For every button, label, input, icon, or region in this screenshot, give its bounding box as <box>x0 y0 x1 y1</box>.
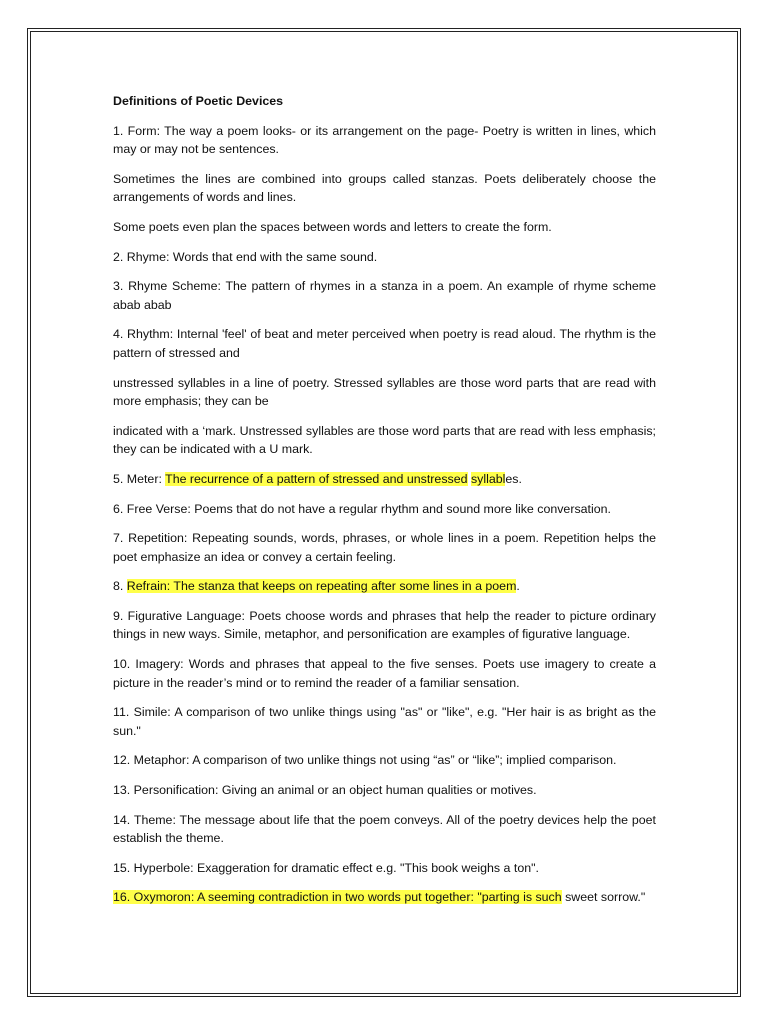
refrain-end: . <box>516 579 520 594</box>
paragraph-metaphor: 12. Metaphor: A comparison of two unlike things not using “as” or “like”; implied comparison. <box>113 753 617 768</box>
refrain-highlight: Refrain: The stanza that keeps on repeating after some lines in a poem <box>126 579 517 594</box>
oxymoron-highlight: 16. Oxymoron: A seeming contradiction in two words put together: "parting is such <box>113 890 562 905</box>
paragraph-spaces: Some poets even plan the spaces between words and letters to create the form. <box>113 219 552 234</box>
paragraph-meter <box>113 470 656 489</box>
paragraph-imagery: 10. Imagery: Words and phrases that appeal to the five senses. Poets use imagery to create a picture in the reader’s mind or to remind the reader of a familiar sensation. <box>113 657 656 690</box>
paragraph-rhythm: 4. Rhythm: Internal 'feel' of beat and meter perceived when poetry is read aloud. The rhythm is the pattern of stressed and <box>113 327 656 360</box>
paragraph-form: 1. Form: The way a poem looks- or its arrangement on the page- Poetry is written in lines, which may or may not be sentences. <box>113 123 656 157</box>
paragraph-repetition: 7. Repetition: Repeating sounds, words, phrases, or whole lines in a poem. Repetition helps the poet emphasize an idea or convey a certain feeling. <box>113 531 656 564</box>
paragraph-theme: 14. Theme: The message about life that the poem conveys. All of the poetry devices help the poet establish the theme. <box>113 812 656 846</box>
document-body <box>113 92 656 918</box>
paragraph-figurative-language: 9. Figurative Language: Poets choose words and phrases that help the reader to picture ordinary things in new ways. Simile, metaphor, and personification are examples of figurative language. <box>113 608 656 642</box>
meter-end: es. <box>505 471 522 486</box>
paragraph-unstressed: indicated with a ‘mark. Unstressed syllables are those word parts that are read with less emphasis; they can be indicated with a U mark. <box>113 423 656 457</box>
paragraph-hyperbole: 15. Hyperbole: Exaggeration for dramatic effect e.g. "This book weighs a ton". <box>113 860 539 875</box>
meter-highlight-word: syllabl <box>470 471 506 486</box>
paragraph-rhyme: 2. Rhyme: Words that end with the same sound. <box>113 249 378 264</box>
refrain-number: 8. <box>113 579 127 594</box>
paragraph-simile: 11. Simile: A comparison of two unlike things using "as" or "like", e.g. "Her hair is as bright as the sun." <box>113 705 656 738</box>
paragraph-stressed: unstressed syllables in a line of poetry. Stressed syllables are those word parts that are read with more emphasis; they can be <box>113 375 656 409</box>
paragraph-oxymoron <box>113 888 656 907</box>
oxymoron-end: sweet sorrow." <box>561 890 646 905</box>
paragraph-rhyme-scheme: 3. Rhyme Scheme: The pattern of rhymes in a stanza in a poem. An example of rhyme scheme abab abab <box>113 279 656 312</box>
meter-label: 5. Meter: <box>113 471 166 486</box>
paragraph-stanzas: Sometimes the lines are combined into groups called stanzas. Poets deliberately choose the arrangements of words and lines. <box>113 171 656 205</box>
paragraph-personification: 13. Personification: Giving an animal or an object human qualities or motives. <box>113 783 537 798</box>
document-title: Definitions of Poetic Devices <box>113 94 284 108</box>
paragraph-refrain <box>113 577 656 596</box>
paragraph-free-verse: 6. Free Verse: Poems that do not have a regular rhythm and sound more like conversation. <box>113 501 611 516</box>
meter-highlight: The recurrence of a pattern of stressed and unstressed <box>165 471 468 486</box>
